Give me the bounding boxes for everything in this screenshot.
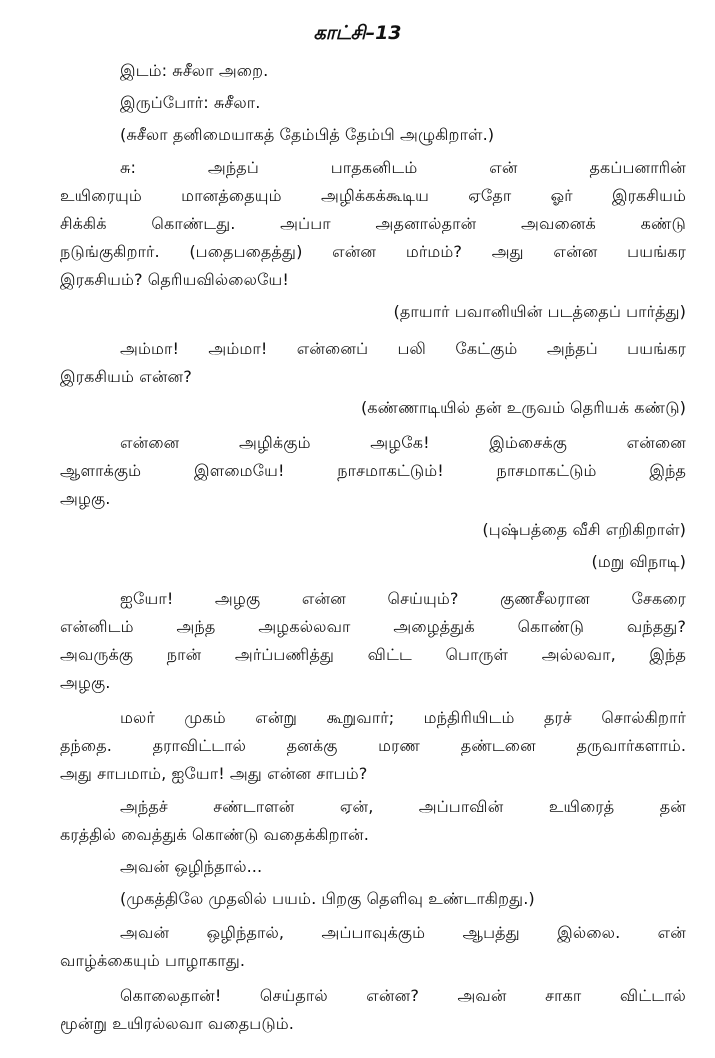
dialogue-line: ஆளாக்கும் இளமையே! நாசமாகட்டும்! நாசமாகட்டும் இந்த [60,461,686,480]
dialogue-line: அது சாபமாம், ஐயோ! அது என்ன சாபம்? [60,764,368,783]
dialogue-line: அழகு. [60,489,111,508]
dialogue-line: அந்தச் சண்டாளன் ஏன், அப்பாவின் உயிரைத் தன் [120,797,686,816]
stage-direction: (மறு விநாடி) [591,552,686,571]
dialogue-line: இரகசியம்? தெரியவில்லையே! [60,270,289,289]
dialogue-line: அவன் ஒழிந்தால்... [120,857,263,876]
dialogue-line: தந்தை. தராவிட்டால் தனக்கு மரண தண்டனை தருவார்களாம். [60,736,686,755]
dialogue-line: மூன்று உயிரல்லவா வதைபடும். [60,1014,294,1033]
stage-direction: (புஷ்பத்தை வீசி எறிகிறாள்) [482,520,686,539]
dialogue-line: என்னை அழிக்கும் அழகே! இம்சைக்கு என்னை [120,433,686,452]
dialogue-line: நடுங்குகிறார். (பதைபதைத்து) என்ன மர்மம்? அது என்ன பயங்கர [60,242,686,261]
scene-title: காட்சி–13 [313,22,402,44]
setting-line: இடம்: சுசீலா அறை. [120,61,269,80]
stage-direction: (முகத்திலே முதலில் பயம். பிறகு தெளிவு உண்டாகிறது.) [120,889,535,908]
dialogue-line: அம்மா! அம்மா! என்னைப் பலி கேட்கும் அந்தப் பயங்கர [120,339,686,358]
dialogue-line: ஐயோ! அழகு என்ன செய்யும்? குணசீலரான சேகரை [120,589,686,608]
dialogue-line: கொலைதான்! செய்தால் என்ன? அவன் சாகா விட்டால் [120,986,686,1005]
dialogue-line: அவருக்கு நான் அர்ப்பணித்து விட்ட பொருள் அல்லவா, இந்த [60,645,686,664]
dialogue-line: கரத்தில் வைத்துக் கொண்டு வதைக்கிறான். [60,825,369,844]
dialogue-line: சு: அந்தப் பாதகனிடம் என் தகப்பனாரின் [120,158,686,177]
dialogue-line: மலர் முகம் என்று கூறுவார்; மந்திரியிடம் தரச் சொல்கிறார் [120,708,686,727]
dialogue-line: இரகசியம் என்ன? [60,367,192,386]
dialogue-line: என்னிடம் அந்த அழகல்லவா அழைத்துக் கொண்டு வந்தது? [60,617,686,636]
stage-direction: (தாயார் பவானியின் படத்தைப் பார்த்து) [393,302,686,321]
dialogue-line: அழகு. [60,673,111,692]
dialogue-line: வாழ்க்கையும் பாழாகாது. [60,951,246,970]
dialogue-line: அவன் ஒழிந்தால், அப்பாவுக்கும் ஆபத்து இல்லை. என் [120,923,686,942]
stage-direction: (சுசீலா தனிமையாகத் தேம்பித் தேம்பி அழுகிறாள்.) [120,125,495,144]
characters-line: இருப்போர்: சுசீலா. [120,93,261,112]
dialogue-line: உயிரையும் மானத்தையும் அழிக்கக்கூடிய ஏதோ ஓர் இரகசியம் [60,186,686,205]
stage-direction: (கண்ணாடியில் தன் உருவம் தெரியக் கண்டு) [360,398,686,417]
dialogue-line: சிக்கிக் கொண்டது. அப்பா அதனால்தான் அவனைக் கண்டு [60,214,686,233]
